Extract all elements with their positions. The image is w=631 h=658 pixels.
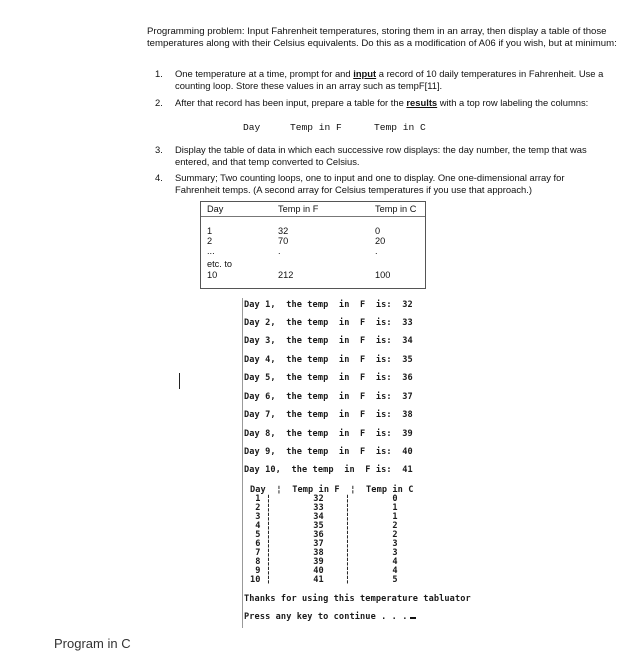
item-text: After that record has been input, prepare a table for the results with a top row labeling the columns:: [175, 97, 589, 108]
sample-cell: 2: [207, 236, 213, 246]
table-row: 6 ¦ 37 ¦ 3: [250, 539, 398, 549]
sample-cell: 0: [375, 226, 381, 236]
console-line: Day 7, the temp in F is: 38: [244, 410, 413, 420]
sample-cell: etc. to: [207, 259, 233, 269]
sample-cell: 10: [207, 270, 218, 280]
item-number: 3.: [155, 144, 163, 155]
item-number: 4.: [155, 172, 163, 183]
console-line: Day 8, the temp in F is: 39: [244, 429, 413, 439]
sample-cell: 100: [375, 270, 391, 280]
console-line: Day 2, the temp in F is: 33: [244, 318, 413, 328]
sample-cell: 32: [278, 226, 289, 236]
table-row: 4 ¦ 35 ¦ 2: [250, 521, 398, 531]
table-row: 8 ¦ 39 ¦ 4: [250, 557, 398, 567]
table-row: 9 ¦ 40 ¦ 4: [250, 566, 398, 576]
item-text: Summary; Two counting loops, one to input and one to display. One one-dimensional array for Fahrenheit temps. (A second array for Celsius temperatures if you use that approach.): [175, 172, 565, 195]
item-number: 2.: [155, 97, 163, 108]
table-row: 10 ¦ 41 ¦ 5: [250, 575, 398, 585]
problem-intro: Programming problem: Input Fahrenheit temperatures, storing them in an array, then display a table of those temperatures along with their Celsius equivalents. Do this as a modification of A06 if you wish, but at minimum:: [147, 26, 617, 49]
column-label-temp-c: Temp in C: [374, 122, 426, 133]
console-edge: [242, 298, 243, 628]
console-table-header: Day ¦ Temp in F ¦ Temp in C: [250, 485, 414, 495]
console-cursor: [410, 617, 416, 619]
sample-cell: 20: [375, 236, 386, 246]
sample-cell: ...: [207, 246, 215, 256]
console-thanks: Thanks for using this temperature tabluator: [244, 594, 471, 604]
column-label-temp-f: Temp in F: [290, 122, 342, 133]
sample-header-temp-f: Temp in F: [278, 204, 319, 214]
console-output: [242, 296, 622, 630]
console-press-key: Press any key to continue . . .: [244, 612, 416, 622]
text-cursor: [179, 373, 180, 389]
sample-header-day: Day: [207, 204, 224, 214]
item-number: 1.: [155, 68, 163, 79]
item-text: Display the table of data in which each successive row displays: the day number, the temp that was entered, and that temp converted to Celsius.: [175, 144, 587, 167]
table-row: 3 ¦ 34 ¦ 1: [250, 512, 398, 522]
sample-cell: 1: [207, 226, 213, 236]
console-line: Day 1, the temp in F is: 32: [244, 300, 413, 310]
console-line: Day 3, the temp in F is: 34: [244, 336, 413, 346]
item-text: One temperature at a time, prompt for and input a record of 10 daily temperatures in Fahrenheit. Use a counting loop. Store these values in an array such as tempF[11].: [175, 68, 604, 91]
table-row: 1 ¦ 32 ¦ 0: [250, 494, 398, 504]
caption: Program in C: [54, 636, 131, 651]
table-row: 5 ¦ 36 ¦ 2: [250, 530, 398, 540]
sample-table: [200, 201, 426, 289]
console-line: Day 9, the temp in F is: 40: [244, 447, 413, 457]
sample-cell: .: [375, 246, 378, 256]
console-line: Day 5, the temp in F is: 36: [244, 373, 413, 383]
console-line: Day 10, the temp in F is: 41: [244, 465, 413, 475]
console-line: Day 4, the temp in F is: 35: [244, 355, 413, 365]
console-line: Day 6, the temp in F is: 37: [244, 392, 413, 402]
sample-header-temp-c: Temp in C: [375, 204, 417, 214]
sample-cell: .: [278, 246, 281, 256]
column-label-day: Day: [243, 122, 261, 133]
sample-cell: 212: [278, 270, 294, 280]
sample-cell: 70: [278, 236, 289, 246]
table-row: 2 ¦ 33 ¦ 1: [250, 503, 398, 513]
table-row: 7 ¦ 38 ¦ 3: [250, 548, 398, 558]
